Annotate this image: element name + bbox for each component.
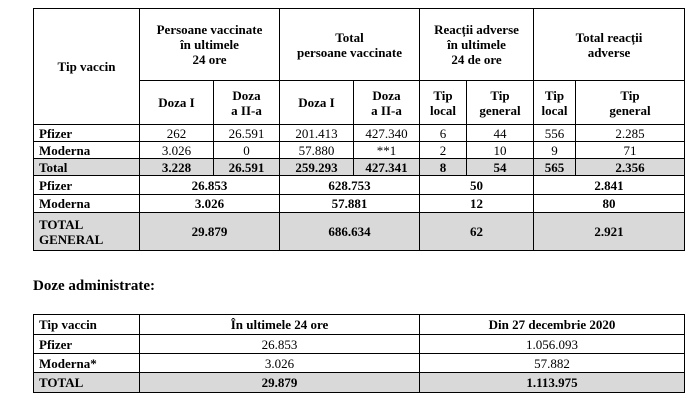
table-row-total: Total 3.228 26.591 259.293 427.341 8 54 565 2.356 bbox=[34, 159, 685, 176]
section-caption: Doze administrate: bbox=[33, 278, 156, 294]
table-row: Moderna 3.026 0 57.880 **1 2 10 9 71 bbox=[34, 142, 685, 159]
subheader-tip-general-24h: Tip general bbox=[467, 81, 534, 125]
subheader-doza1-total: Doza I bbox=[280, 81, 354, 125]
header-reactii-24h: Reacții adverse în ultimele 24 de ore bbox=[420, 9, 534, 81]
summary-row: Moderna 3.026 57.881 12 80 bbox=[34, 195, 685, 213]
subheader-tip-general-total: Tip general bbox=[576, 81, 685, 125]
subheader-doza2-total: Doza a II-a bbox=[354, 81, 420, 125]
table-header-row: Tip vaccin În ultimele 24 ore Din 27 decembrie 2020 bbox=[34, 315, 685, 335]
header-tip-vaccin: Tip vaccin bbox=[34, 9, 140, 125]
summary-row-total-general: TOTAL GENERAL 29.879 686.634 62 2.921 bbox=[34, 213, 685, 251]
table-row: Moderna* 3.026 57.882 bbox=[34, 354, 685, 373]
subheader-tip-local-24h: Tip local bbox=[420, 81, 467, 125]
subheader-doza2-24h: Doza a II-a bbox=[214, 81, 280, 125]
table-row-total: TOTAL 29.879 1.113.975 bbox=[34, 373, 685, 393]
header-total-persoane: Total persoane vaccinate bbox=[280, 9, 420, 81]
subheader-tip-local-total: Tip local bbox=[534, 81, 576, 125]
table-row: Pfizer 262 26.591 201.413 427.340 6 44 556 2.285 bbox=[34, 125, 685, 142]
subheader-doza1-24h: Doza I bbox=[140, 81, 214, 125]
header-persoane-24h: Persoane vaccinate în ultimele 24 ore bbox=[140, 9, 280, 81]
summary-row: Pfizer 26.853 628.753 50 2.841 bbox=[34, 176, 685, 195]
administered-doses-table bbox=[33, 314, 685, 393]
vaccination-summary-table bbox=[33, 8, 685, 251]
table-row: Pfizer 26.853 1.056.093 bbox=[34, 335, 685, 354]
header-total-reactii: Total reacții adverse bbox=[534, 9, 685, 81]
